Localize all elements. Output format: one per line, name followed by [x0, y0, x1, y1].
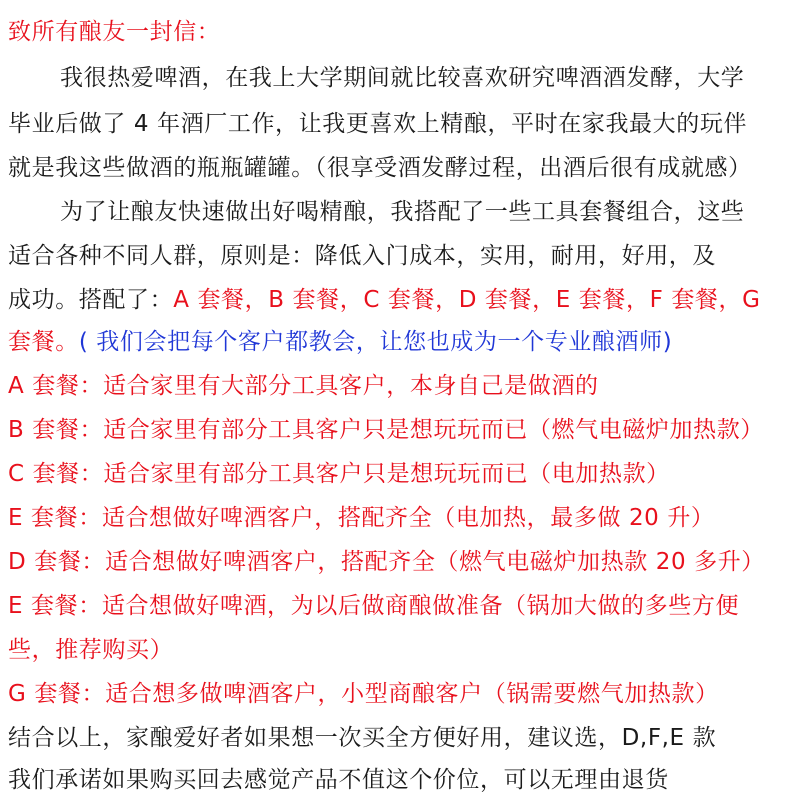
package-list-intro: 成功。搭配了： — [8, 287, 174, 313]
recommendation: 结合以上，家酿爱好者如果想一次买全方便好用，建议选，D,F,E 款 — [8, 725, 717, 751]
paragraph-2-line-3 — [8, 284, 761, 316]
return-promise: 我们承诺如果购买回去感觉产品不值这个价位，可以无理由退货 — [8, 767, 669, 793]
package-e-commercial: E 套餐：适合想做好啤酒，为以后做商酿做准备（锅加大做的多些方便 — [8, 593, 740, 619]
paragraph-1-line-1: 我很热爱啤酒，在我上大学期间就比较喜欢研究啤酒酒发酵，大学 — [60, 65, 745, 91]
paragraph-2-line-1: 为了让酿友快速做出好喝精酿，我搭配了一些工具套餐组合，这些 — [60, 199, 745, 225]
paragraph-1-line-3: 就是我这些做酒的瓶瓶罐罐。（很享受酒发酵过程，出酒后很有成就感） — [8, 155, 752, 181]
package-e-commercial-cont: 些，推荐购买） — [8, 637, 174, 663]
package-c: C 套餐：适合家里有部分工具客户只是想玩玩而已（电加热款） — [8, 461, 670, 487]
package-list: A 套餐，B 套餐，C 套餐，D 套餐，E 套餐，F 套餐，G — [173, 287, 761, 313]
package-b: B 套餐：适合家里有部分工具客户只是想玩玩而已（燃气电磁炉加热款） — [8, 417, 764, 443]
paragraph-1-line-2: 毕业后做了 4 年酒厂工作，让我更喜欢上精酿，平时在家我最大的玩伴 — [8, 111, 748, 137]
package-e-electric: E 套餐：适合想做好啤酒客户，搭配齐全（电加热，最多做 20 升） — [8, 505, 715, 531]
letter-title: 致所有酿友一封信： — [8, 19, 221, 45]
teaching-promise: ( 我们会把每个客户都教会，让您也成为一个专业酿酒师) — [78, 329, 673, 355]
paragraph-2-line-2: 适合各种不同人群，原则是：降低入门成本，实用，耐用，好用，及 — [8, 243, 716, 269]
package-d: D 套餐：适合想做好啤酒客户，搭配齐全（燃气电磁炉加热款 20 多升） — [8, 549, 765, 575]
package-a: A 套餐：适合家里有大部分工具客户，本身自己是做酒的 — [8, 373, 599, 399]
package-list-end: 套餐。 — [8, 329, 79, 355]
package-g: G 套餐：适合想多做啤酒客户，小型商酿客户（锅需要燃气加热款） — [8, 681, 719, 707]
paragraph-2-line-4 — [8, 326, 672, 358]
